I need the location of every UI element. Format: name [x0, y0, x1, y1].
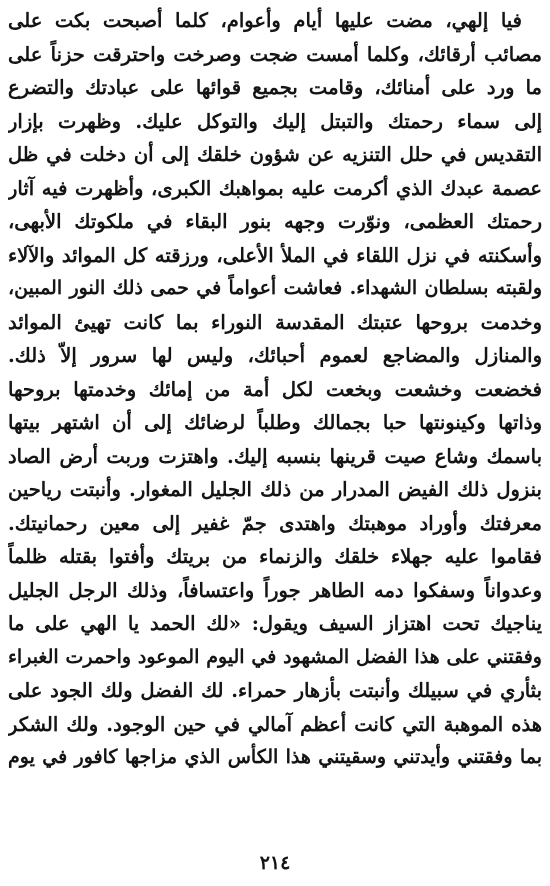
text-line-8: وأسكنته في نزل اللقاء في الملأ الأعلى، ورزقته كل الموائد والآلاء [8, 243, 542, 267]
page-number: ٢١٤ [259, 852, 291, 874]
text-line-9: ولقبته بسلطان الشهداء. فعاشت أعواماً في حمى ذلك النور المبين، [8, 277, 542, 299]
body-text [8, 4, 542, 775]
text-line-14: باسمك وشاع صيت قرينها بنسبه إليك. واهتزت وربت أرض الصاد [8, 444, 542, 468]
text-line-20: وفقتني على هذا الفضل المشهود في اليوم الموعود واحمرت الغبراء [8, 645, 542, 668]
text-line-23: بما وفقتني وأيدتني وسقيتني هذا الكأس الذي مزاجها كافور في يوم [8, 746, 542, 768]
text-line-2: مصائب أرقائك، وكلما أمست ضجت وصرخت واحترقت حزناً على [8, 42, 542, 66]
text-line-10: وخدمت بروحها عتبتك المقدسة النوراء بما كانت تهيئ الموائد [8, 310, 542, 334]
text-line-11: والمنازل والمضاجع لعموم أحبائك، وليس لها سرور إلاّ ذلك. [8, 344, 542, 367]
text-line-18: وعدواناً وسفكوا دمه الطاهر جوراً واعتسافاً، وذلك الرجل الجليل [8, 578, 542, 602]
text-line-5: التقديس في حلل التنزيه عن شؤون خلقك إلى أن دخلت في ظل [8, 143, 542, 166]
text-line-21: بثأري في سبيلك وأنبتت بأزهار حمراء. لك الفضل ولك الجود على [8, 679, 542, 702]
text-line-7: رحمتك العظمى، ونوّرت وجهه بنور البقاء في ملكوتك الأبهى، [8, 210, 542, 233]
text-line-12: فخضعت وخشعت وبخعت لكل أمة من إمائك وخدمتها بروحها [8, 377, 542, 401]
text-line-17: فقاموا عليه جهلاء خلقك والزنماء من بريتك وأفتوا بقتله ظلماً [8, 545, 542, 568]
text-line-16: معرفتك وأوراد موهبتك واهتدى جمّ غفير إلى معين رحمانيتك. [8, 511, 542, 535]
text-line-4: إلى سماء رحمتك والتبتل إليك والتوكل عليك. وظهرت بإزار [8, 109, 542, 133]
text-line-6: عصمة عبدك الذي أكرمت عليه بمواهبك الكبرى، وأظهرت فيه آثار [8, 176, 542, 200]
text-line-22: هذه الموهبة التي كانت أعظم آمالي في حين الوجود. ولك الشكر [8, 712, 542, 736]
text-line-15: بنزول ذلك الفيض المدرار من ذلك الجليل المغوار. وأنبتت رياحين [8, 478, 542, 501]
text-line-13: وذاتها وكينونتها حبا بجمالك وطلباً لرضائك إلى أن اشتهر بيتها [8, 411, 542, 434]
text-line-3: ما ورد على أمنائك، وقامت بجميع قوائها على عبادتك والتضرع [8, 76, 542, 99]
text-line-1: فيا إلهي، مضت عليها أيام وأعوام، كلما أصبحت بكت على [8, 9, 522, 32]
text-line-19: يناجيك تحت اهتزاز السيف ويقول: «لك الحمد يا الهي على ما [8, 612, 542, 635]
